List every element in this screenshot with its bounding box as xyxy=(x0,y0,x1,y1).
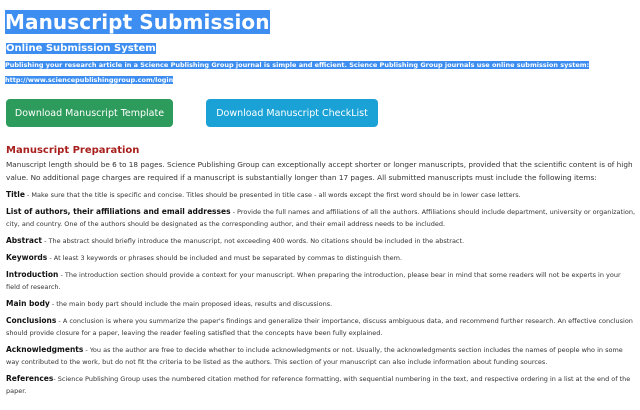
item-text: - You as the author are free to decide whether to include acknowledgments or not. Usually, the acknowledgments section includes the names of people who in some way contributed to the work, but do not fit the criteria to be listed as the authors. This section of your manuscript can also include information about funding sources. xyxy=(6,346,623,366)
item-term: Title xyxy=(6,190,25,199)
submission-intro-text: Publishing your research article in a Science Publishing Group journal is simple and efficient. Science Publishing Group journals use online submission system: xyxy=(5,61,590,69)
item-text: - Science Publishing Group uses the numbered citation method for reference formatting, with sequential numbering in the text, and respective ordering in a list at the end of the paper. xyxy=(6,375,631,395)
item-term: Introduction xyxy=(6,270,59,279)
item-text: - The abstract should briefly introduce the manuscript, not exceeding 400 words. No citations should be included in the abstract. xyxy=(42,237,465,245)
item-keywords xyxy=(6,252,636,264)
item-introduction xyxy=(6,269,636,293)
item-main-body xyxy=(6,298,636,310)
item-term: List of authors, their affiliations and email addresses xyxy=(6,207,231,216)
item-title xyxy=(6,189,636,201)
item-text: - At least 3 keywords or phrases should be included and must be separated by commas to distinguish them. xyxy=(47,254,403,262)
section-subtitle: Online Submission System xyxy=(6,43,156,54)
item-text: - Make sure that the title is specific and concise. Titles should be presented in title case - all words except the first word should be in lower case letters. xyxy=(24,191,521,199)
item-abstract xyxy=(6,235,636,247)
item-term: Keywords xyxy=(6,253,48,262)
item-text: - the main body part should include the main proposed ideas, results and discussions. xyxy=(49,300,333,308)
item-term: Conclusions xyxy=(6,316,57,325)
item-text: - The introduction section should provide a context for your manuscript. When preparing the introduction, please bear in mind that some readers will not be experts in your field of research. xyxy=(6,271,621,291)
submission-intro xyxy=(5,58,637,88)
preparation-intro: Manuscript length should be 6 to 18 pages. Science Publishing Group can exceptionally accept shorter or longer manuscripts, provided that the scientific content is of high value. No additional page charges are required if a manuscript is substantially longer than 17 pages. All submitted manuscripts must include the following items: xyxy=(6,160,633,182)
item-text: - A conclusion is where you summarize the paper's findings and generalize their importance, discuss ambiguous data, and recommend further research. An effective conclusion should provide closure for a paper, leaving the reader feeling satisfied that the concepts have been fully explained. xyxy=(6,317,633,337)
preparation-content xyxy=(6,158,636,402)
item-term: Acknowledgments xyxy=(6,345,84,354)
page-title: Manuscript Submission xyxy=(5,10,270,34)
item-text: - Provide the full names and affiliations of all the authors. Affiliations should include department, university or organization, city, and country. One of the authors should be designated as the corresponding author, and their email address needs to be included. xyxy=(6,208,636,228)
download-checklist-button[interactable]: Download Manuscript CheckList xyxy=(206,99,378,127)
download-template-button[interactable]: Download Manuscript Template xyxy=(6,99,173,127)
login-link[interactable]: http://www.sciencepublishinggroup.com/login xyxy=(5,76,174,84)
item-acknowledgments xyxy=(6,344,636,368)
item-references xyxy=(6,373,636,397)
item-term: Abstract xyxy=(6,236,43,245)
item-conclusions xyxy=(6,315,636,339)
item-term: References xyxy=(6,374,54,383)
item-authors xyxy=(6,206,636,230)
preparation-heading: Manuscript Preparation xyxy=(6,145,140,156)
item-term: Main body xyxy=(6,299,50,308)
